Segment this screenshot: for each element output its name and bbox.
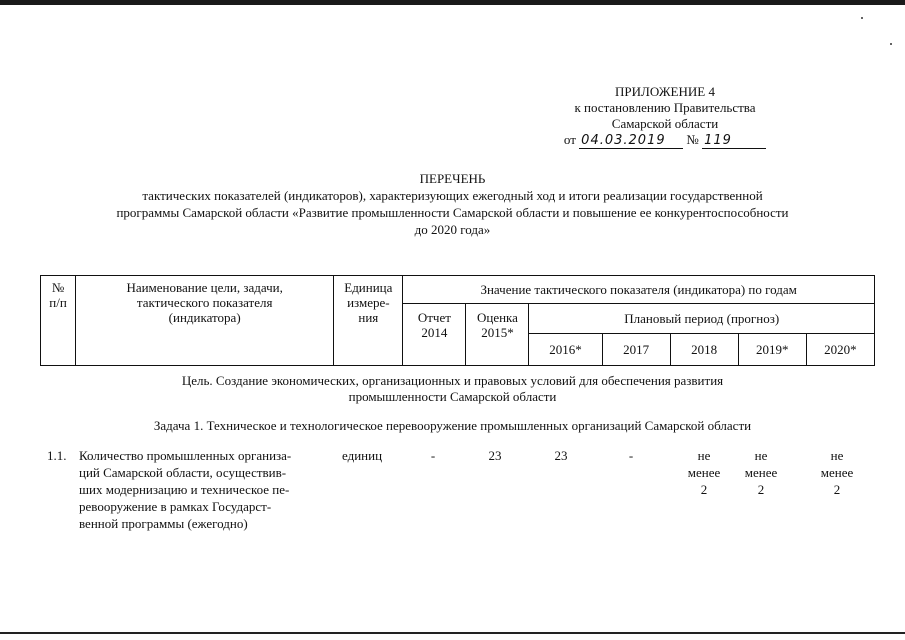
row-value-2017: -	[628, 448, 634, 463]
appendix-block	[540, 84, 790, 149]
scan-top-edge	[0, 0, 905, 5]
task-text: Задача 1. Техническое и технологическое перевооружение промышленных организаций Самарской области	[153, 418, 752, 433]
document-title	[60, 170, 845, 238]
indicator-table-header	[40, 275, 875, 366]
row-indicator-name: Количество промышленных организа- ций Самарской области, осуществив- ших модернизацию и техническое пе- ревооружение в рамках Государст- венной программы (ежегодно)	[79, 448, 292, 531]
document-title-line-2: программы Самарской области «Развитие промышленности Самарской области и повышение ее конкурентоспособности	[116, 205, 789, 220]
number-label: №	[686, 132, 699, 147]
document-heading: ПЕРЕЧЕНЬ	[419, 171, 486, 186]
row-value-2019: не менее 2	[744, 448, 778, 497]
header-year-2019: 2019*	[738, 334, 806, 366]
scan-speck	[861, 17, 863, 19]
row-value-2015: 23	[488, 448, 502, 463]
handwritten-number: 119	[702, 134, 766, 149]
appendix-line-2: Самарской области	[611, 116, 719, 131]
appendix-date-line	[564, 132, 766, 149]
from-label: от	[563, 132, 576, 147]
appendix-title: ПРИЛОЖЕНИЕ 4	[615, 84, 715, 99]
header-year-2017: 2017	[602, 334, 670, 366]
appendix-line-1: к постановлению Правительства	[574, 100, 756, 115]
header-values: Значение тактического показателя (индикатора) по годам	[403, 276, 875, 304]
scan-speck	[890, 43, 892, 45]
row-unit: единиц	[342, 448, 383, 463]
handwritten-date: 04.03.2019	[579, 134, 683, 149]
row-value-2018: не менее 2	[687, 448, 721, 497]
header-plan-period: Плановый период (прогноз)	[529, 304, 875, 334]
header-num: № п/п	[41, 276, 76, 366]
scan-bottom-edge	[0, 632, 905, 634]
row-number: 1.1.	[47, 448, 67, 463]
header-report-2014: Отчет 2014	[403, 304, 466, 366]
header-estimate-2015: Оценка 2015*	[466, 304, 529, 366]
header-year-2016: 2016*	[529, 334, 602, 366]
row-value-2016: 23	[554, 448, 568, 463]
row-value-2014: -	[430, 448, 436, 463]
document-title-line-1: тактических показателей (индикаторов), характеризующих ежегодный ход и итоги реализации государственной	[142, 188, 763, 203]
header-unit: Единица измере- ния	[334, 276, 403, 366]
header-name: Наименование цели, задачи, тактического показателя (индикатора)	[76, 276, 334, 366]
row-value-2020: не менее 2	[820, 448, 854, 497]
header-year-2020: 2020*	[806, 334, 874, 366]
document-title-line-3: до 2020 года»	[414, 222, 491, 237]
goal-text: Цель. Создание экономических, организационных и правовых условий для обеспечения развития промышленности Самарской области	[181, 373, 724, 404]
header-year-2018: 2018	[670, 334, 738, 366]
